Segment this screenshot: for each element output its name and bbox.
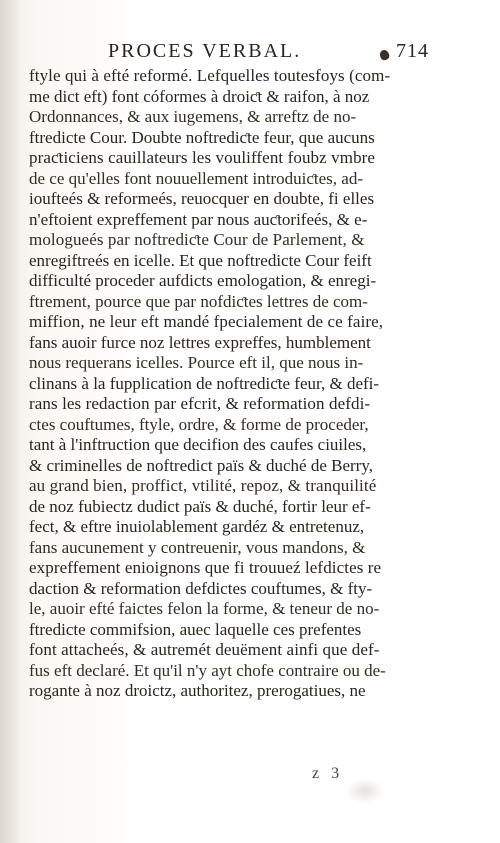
text-line: fus eft declaré. Et qu'il n'y ayt chofe contraire ou de-: [29, 660, 386, 680]
text-line: rans les redaction par efcrit, & reformation defdi-: [29, 394, 371, 413]
text-line: me dict eft) font cóformes à droiƈt & raifon, à noz: [29, 86, 370, 106]
text-line: daction & reformation defdictes couftumes, & fty-: [29, 578, 373, 598]
text-line: ftredicte Cour. Doubte noftrediƈte feur, que aucuns: [29, 127, 375, 147]
text-line: mologueés par noftrediƈte Cour de Parlement, &: [29, 230, 365, 249]
text-line: ftrement, pource que par nofdiƈtes lettres de com-: [29, 291, 368, 311]
text-line: fect, & eftre inuiolablement gardéz & entretenuz,: [29, 517, 365, 536]
text-line: fans aucunement y contreuenir, vous mandons, &: [29, 537, 366, 557]
running-title: PROCES VERBAL.: [108, 40, 302, 62]
text-line: Ordonnances, & aux iugemens, & arreftz de no-: [29, 107, 357, 126]
text-line: de noz fubiectz dudict païs & duché, fortir leur ef-: [29, 496, 371, 516]
page-number: 714: [396, 40, 429, 62]
text-line: n'eftoient expreffement par nous auƈtorifeés, & e-: [29, 209, 368, 229]
text-line: miffion, ne leur eft mandé fpecialement de ce faire,: [29, 312, 384, 331]
text-line: praƈticiens cauillateurs les vouliffent foubz vmbre: [29, 148, 376, 167]
text-line: ioufteés & reformeés, reuocquer en doubte, fi elles: [29, 189, 375, 208]
text-line: de ce qu'elles font nouuellement introduiƈtes, ad-: [29, 168, 363, 188]
text-line: expreffement enioignons que fi trouueź lefdictes re: [29, 558, 382, 577]
text-line: fans auoir furce noz lettres expreffes, humblement: [29, 332, 371, 352]
text-line: nous requerans icelles. Pource eft il, que nous in-: [29, 353, 364, 372]
text-line: ftyle qui à efté reformé. Lefquelles toutesfoys (com-: [29, 66, 391, 85]
text-line: difficulté proceder aufdicts emologation, & enregi-: [29, 271, 377, 290]
gutter-shadow: [0, 0, 22, 843]
ornament-leaf-icon: [379, 49, 391, 61]
text-line: font attacheés, & autremét deuëment ainfi que def-: [29, 640, 380, 659]
text-line: enregiftreés en icelle. Et que noftredicte Cour feift: [29, 250, 372, 270]
text-line: ftredicte commifsion, auec laquelle ces prefentes: [29, 619, 362, 639]
text-line: au grand bien, proffict, vtilité, repoz, & tranquilité: [29, 476, 377, 495]
running-head: [108, 40, 428, 68]
text-line: & criminelles de noftredict païs & duché de Berry,: [29, 455, 373, 475]
text-line: tant à l'inftruction que decifion des caufes ciuiles,: [29, 435, 367, 454]
body-text: [29, 66, 479, 702]
ink-bleed-spot: [345, 778, 385, 804]
text-line: le, auoir efté faictes felon la forme, & teneur de no-: [29, 599, 380, 618]
text-line: ctes couftumes, ftyle, ordre, & forme de proceder,: [29, 414, 369, 434]
text-line: rogante à noz droictz, authoritez, prerogatiues, ne: [29, 681, 366, 700]
text-line: clinans à la fupplication de noftrediƈte feur, & defi-: [29, 373, 380, 393]
signature-mark: z 3: [312, 765, 344, 782]
